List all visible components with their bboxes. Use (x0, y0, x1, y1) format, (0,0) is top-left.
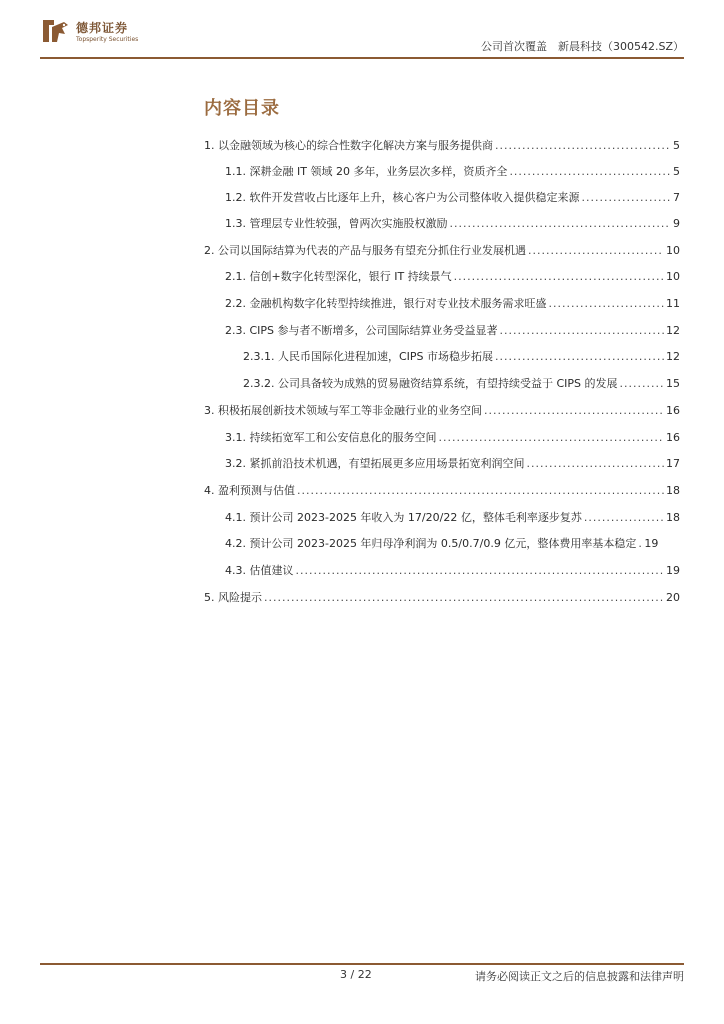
toc-entry[interactable] (204, 589, 680, 605)
legal-disclaimer: 请务必阅读正文之后的信息披露和法律声明 (475, 970, 684, 983)
toc-entry-label: 2.3. CIPS 参与者不断增多，公司国际结算业务受益显著 (225, 324, 498, 337)
toc-entry[interactable] (204, 137, 680, 153)
toc-entry-page: 15 (666, 377, 680, 390)
toc-entry[interactable] (225, 322, 680, 338)
brand-name-cn: 德邦证券 (76, 21, 129, 35)
page-number: 3 / 22 (340, 968, 372, 981)
toc-entry-label: 1. 以金融领域为核心的综合性数字化解决方案与服务提供商 (204, 139, 493, 152)
toc-leader (454, 270, 664, 283)
toc-leader (527, 457, 665, 470)
toc-entry[interactable] (225, 163, 680, 179)
toc-entry-label: 3. 积极拓展创新技术领域与军工等非金融行业的业务空间 (204, 404, 482, 417)
toc-entry-page: 17 (666, 457, 680, 470)
toc-entry-label: 4.1. 预计公司 2023-2025 年收入为 17/20/22 亿，整体毛利率逐步复苏 (225, 511, 582, 524)
toc-entry-label: 4. 盈利预测与估值 (204, 484, 295, 497)
toc-entry[interactable] (225, 509, 680, 525)
toc-leader (495, 350, 664, 363)
toc-entry[interactable] (204, 242, 680, 258)
toc-leader (528, 244, 664, 257)
toc-entry-page: 18 (666, 484, 680, 497)
toc-leader (509, 165, 671, 178)
toc-entry[interactable] (225, 455, 680, 471)
toc-entry-page: 16 (666, 431, 680, 444)
toc-entry-label: 5. 风险提示 (204, 591, 262, 604)
toc-entry[interactable] (225, 429, 680, 445)
toc-leader (264, 591, 664, 604)
toc-entry-page: 19 (644, 537, 659, 550)
toc-leader (484, 404, 664, 417)
toc-entry[interactable] (225, 562, 680, 578)
toc-leader (620, 377, 664, 390)
toc-entry-page: 10 (666, 270, 680, 283)
toc-leader (439, 431, 665, 444)
toc-leader (584, 511, 664, 524)
toc-entry[interactable] (225, 295, 680, 311)
toc-leader (582, 191, 672, 204)
toc-entry-label: 3.1. 持续拓宽军工和公安信息化的服务空间 (225, 431, 437, 444)
toc-entry[interactable] (225, 535, 680, 551)
toc-entry-label: 2.2. 金融机构数字化转型持续推进，银行对专业技术服务需求旺盛 (225, 297, 547, 310)
toc-entry[interactable] (243, 375, 680, 391)
brand-logo (40, 16, 160, 48)
brand-logo-icon (40, 16, 70, 46)
toc-leader (500, 324, 664, 337)
toc-entry-page: 16 (666, 404, 680, 417)
toc-entry-page: 20 (666, 591, 680, 604)
toc-entry[interactable] (225, 268, 680, 284)
toc-leader (495, 139, 671, 152)
toc-leader (450, 217, 672, 230)
toc-leader (297, 484, 664, 497)
toc-entry-page: 10 (666, 244, 680, 257)
toc-entry-label: 2.1. 信创+数字化转型深化，银行 IT 持续景气 (225, 270, 452, 283)
toc-entry[interactable] (243, 348, 680, 364)
toc-entry-page: 5 (673, 165, 680, 178)
toc-entry-page: 11 (666, 297, 680, 310)
toc-entry-label: 3.2. 紧抓前沿技术机遇，有望拓展更多应用场景拓宽利润空间 (225, 457, 525, 470)
toc-entry[interactable] (204, 402, 680, 418)
toc-entry-page: 9 (673, 217, 680, 230)
toc-title: 内容目录 (204, 98, 280, 119)
toc-leader (638, 537, 642, 550)
toc-entry[interactable] (225, 189, 680, 205)
footer-divider (40, 963, 684, 965)
toc-entry-label: 4.2. 预计公司 2023-2025 年归母净利润为 0.5/0.7/0.9 亿元，整体费用率基本稳定 (225, 537, 637, 550)
toc-entry-label: 2.3.2. 公司具备较为成熟的贸易融资结算系统，有望持续受益于 CIPS 的发展 (243, 377, 618, 390)
toc-entry-label: 2. 公司以国际结算为代表的产品与服务有望充分抓住行业发展机遇 (204, 244, 526, 257)
brand-name-en: Topsperity Securities (76, 36, 139, 43)
toc-entry-page: 7 (673, 191, 680, 204)
toc-entry-page: 12 (666, 324, 680, 337)
toc-entry-page: 12 (666, 350, 680, 363)
toc-entry[interactable] (204, 482, 680, 498)
toc-entry-label: 1.2. 软件开发营收占比逐年上升，核心客户为公司整体收入提供稳定来源 (225, 191, 580, 204)
toc-entry-label: 2.3.1. 人民币国际化进程加速，CIPS 市场稳步拓展 (243, 350, 494, 363)
toc-entry-label: 4.3. 估值建议 (225, 564, 294, 577)
toc-entry-page: 18 (666, 511, 680, 524)
toc-leader (549, 297, 665, 310)
toc-entry-label: 1.1. 深耕金融 IT 领域 20 多年，业务层次多样，资质齐全 (225, 165, 508, 178)
toc-entry-page: 5 (673, 139, 680, 152)
toc-entry-page: 19 (666, 564, 680, 577)
toc-entry-label: 1.3. 管理层专业性较强，曾两次实施股权激励 (225, 217, 448, 230)
header-divider (40, 57, 684, 59)
toc-entry[interactable] (225, 215, 680, 231)
toc-leader (296, 564, 665, 577)
report-info: 公司首次覆盖 新晨科技（300542.SZ） (480, 40, 684, 53)
